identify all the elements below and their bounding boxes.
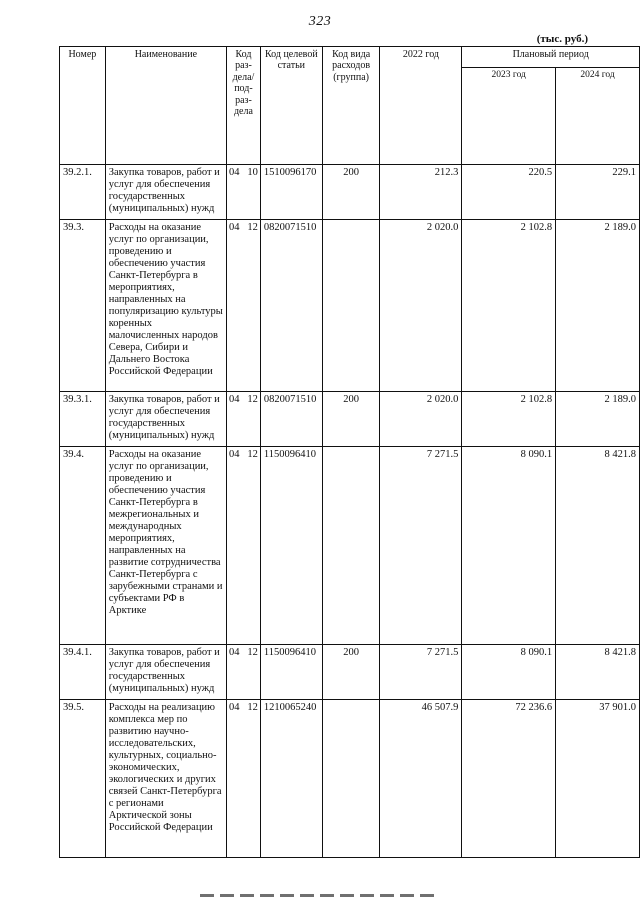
row-expense-code (322, 700, 380, 858)
row-section-code (227, 645, 261, 700)
row-expense-code (322, 447, 380, 645)
row-target-code: 1210065240 (260, 700, 322, 858)
row-amount-2022: 2 020.0 (380, 220, 462, 392)
row-number: 39.4.1. (60, 645, 106, 700)
row-number: 39.4. (60, 447, 106, 645)
row-amount-2024: 229.1 (556, 165, 640, 220)
table-row (60, 392, 640, 447)
header-expense-code: Код вида расходов (группа) (322, 47, 380, 165)
row-name: Закупка товаров, работ и услуг для обеспечения государственных (муниципальных) нужд (105, 165, 226, 220)
row-expense-code: 200 (322, 165, 380, 220)
row-expense-code: 200 (322, 645, 380, 700)
section-code: 04 (229, 449, 240, 460)
row-amount-2023: 2 102.8 (462, 220, 556, 392)
bottom-scan-mark (200, 894, 440, 897)
row-section-code (227, 165, 261, 220)
table-row (60, 645, 640, 700)
row-number: 39.5. (60, 700, 106, 858)
row-amount-2022: 7 271.5 (380, 447, 462, 645)
section-code: 04 (229, 394, 240, 405)
row-amount-2023: 220.5 (462, 165, 556, 220)
table-row (60, 447, 640, 645)
row-amount-2022: 212.3 (380, 165, 462, 220)
row-target-code: 0820071510 (260, 220, 322, 392)
header-year-2023: 2023 год (462, 68, 556, 165)
section-code: 04 (229, 647, 240, 658)
row-section-code (227, 220, 261, 392)
subsection-code: 12 (247, 222, 258, 233)
row-amount-2024: 8 421.8 (556, 645, 640, 700)
header-planned-period: Плановый период (462, 47, 640, 68)
table-row (60, 700, 640, 858)
row-amount-2023: 8 090.1 (462, 645, 556, 700)
row-target-code: 1510096170 (260, 165, 322, 220)
row-amount-2022: 46 507.9 (380, 700, 462, 858)
row-amount-2024: 2 189.0 (556, 220, 640, 392)
section-code: 04 (229, 222, 240, 233)
row-section-code (227, 392, 261, 447)
row-target-code: 0820071510 (260, 392, 322, 447)
header-number: Номер (60, 47, 106, 165)
subsection-code: 12 (247, 647, 258, 658)
row-name: Закупка товаров, работ и услуг для обеспечения государственных (муниципальных) нужд (105, 392, 226, 447)
subsection-code: 12 (247, 394, 258, 405)
header-year-2022: 2022 год (380, 47, 462, 165)
row-amount-2023: 2 102.8 (462, 392, 556, 447)
header-target-code: Код целевой статьи (260, 47, 322, 165)
table-row (60, 165, 640, 220)
header-year-2024: 2024 год (556, 68, 640, 165)
section-code: 04 (229, 702, 240, 713)
row-amount-2023: 8 090.1 (462, 447, 556, 645)
subsection-code: 12 (247, 702, 258, 713)
row-expense-code: 200 (322, 392, 380, 447)
header-section-code: Код раз-дела/ под-раз-дела (227, 47, 261, 165)
row-number: 39.2.1. (60, 165, 106, 220)
subsection-code: 10 (247, 167, 258, 178)
row-number: 39.3. (60, 220, 106, 392)
row-name: Расходы на оказание услуг по организации, проведению и обеспечению участия Санкт-Петербурга в межрегиональных и международных мероприятиях, направленных на развитие сотрудничества Санкт-Петербурга с зарубежными странами и субъектами РФ в Арктике (105, 447, 226, 645)
row-name: Закупка товаров, работ и услуг для обеспечения государственных (муниципальных) нужд (105, 645, 226, 700)
row-expense-code (322, 220, 380, 392)
budget-table (59, 46, 640, 858)
unit-label: (тыс. руб.) (536, 33, 588, 45)
row-amount-2024: 37 901.0 (556, 700, 640, 858)
subsection-code: 12 (247, 449, 258, 460)
row-target-code: 1150096410 (260, 645, 322, 700)
row-amount-2022: 7 271.5 (380, 645, 462, 700)
row-amount-2024: 8 421.8 (556, 447, 640, 645)
row-target-code: 1150096410 (260, 447, 322, 645)
page-number: 323 (308, 14, 332, 29)
section-code: 04 (229, 167, 240, 178)
row-section-code (227, 700, 261, 858)
row-number: 39.3.1. (60, 392, 106, 447)
header-name: Наименование (105, 47, 226, 165)
row-section-code (227, 447, 261, 645)
row-amount-2024: 2 189.0 (556, 392, 640, 447)
row-amount-2023: 72 236.6 (462, 700, 556, 858)
row-name: Расходы на реализацию комплекса мер по развитию научно-исследовательских, культурных, социально-экономических, экологических и других связей Санкт-Петербурга с регионами Арктической зоны Российской Федерации (105, 700, 226, 858)
row-amount-2022: 2 020.0 (380, 392, 462, 447)
row-name: Расходы на оказание услуг по организации, проведению и обеспечению участия Санкт-Петербурга в мероприятиях, направленных на популяризацию культуры коренных малочисленных народов Севера, Сибири и Дальнего Востока Российской Федерации (105, 220, 226, 392)
table-row (60, 220, 640, 392)
